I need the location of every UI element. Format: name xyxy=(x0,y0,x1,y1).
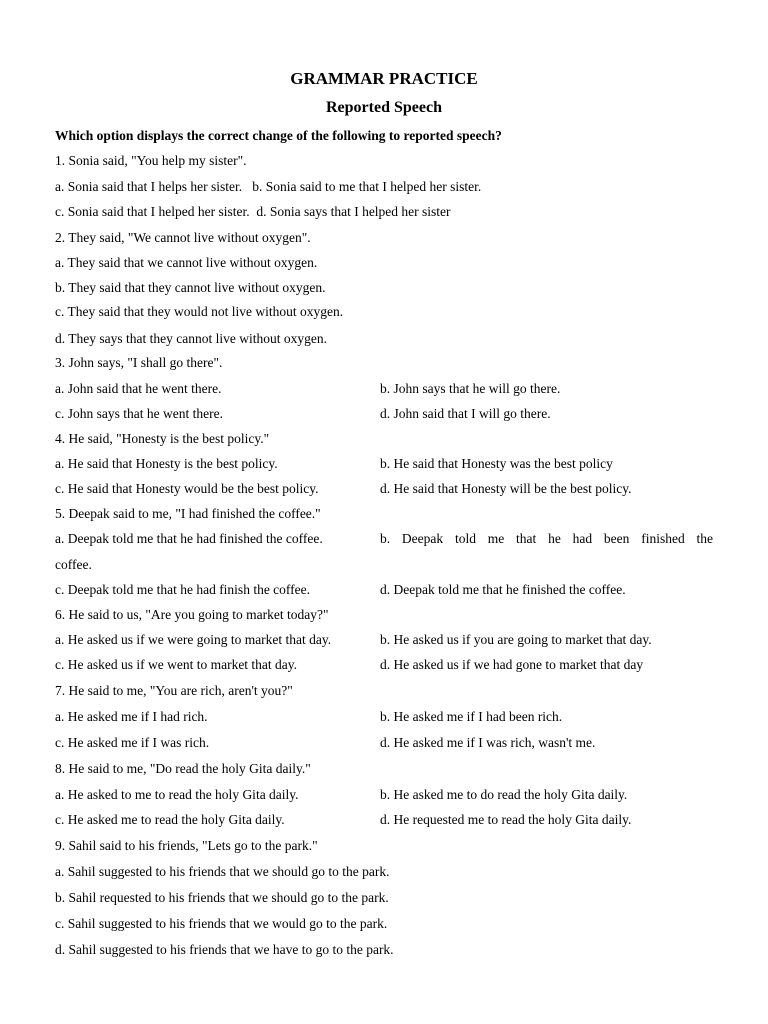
question-1-options-cd: c. Sonia said that I helped her sister. d. Sonia says that I helped her sister xyxy=(55,204,451,219)
question-1-stem: 1. Sonia said, "You help my sister". xyxy=(55,153,247,168)
question-3-stem: 3. John says, "I shall go there". xyxy=(55,355,223,370)
question-6-option-b: b. He asked us if you are going to market that day. xyxy=(380,632,652,647)
question-7-option-b: b. He asked me if I had been rich. xyxy=(380,709,563,724)
question-7-option-a: a. He asked me if I had rich. xyxy=(55,709,208,724)
question-4-option-b: b. He said that Honesty was the best policy xyxy=(380,456,613,471)
question-8-option-a: a. He asked to me to read the holy Gita daily. xyxy=(55,787,299,802)
question-5-option-c: c. Deepak told me that he had finish the coffee. xyxy=(55,582,311,597)
question-3-option-d: d. John said that I will go there. xyxy=(380,406,551,421)
question-6-stem: 6. He said to us, "Are you going to market today?" xyxy=(55,607,329,622)
question-2-option-c: c. They said that they would not live without oxygen. xyxy=(55,304,344,319)
question-4-option-a: a. He said that Honesty is the best policy. xyxy=(55,456,278,471)
question-5-option-b-wrap: coffee. xyxy=(55,557,92,572)
question-6-option-a: a. He asked us if we were going to market that day. xyxy=(55,632,332,647)
question-4-stem: 4. He said, "Honesty is the best policy." xyxy=(55,431,270,446)
question-9-option-a: a. Sahil suggested to his friends that we should go to the park. xyxy=(55,864,390,879)
question-5-stem: 5. Deepak said to me, "I had finished the coffee." xyxy=(55,506,321,521)
question-9-option-b: b. Sahil requested to his friends that we should go to the park. xyxy=(55,890,389,905)
question-7-stem: 7. He said to me, "You are rich, aren't you?" xyxy=(55,683,293,698)
question-2-option-a: a. They said that we cannot live without oxygen. xyxy=(55,255,318,270)
question-2-option-b: b. They said that they cannot live without oxygen. xyxy=(55,280,326,295)
question-4-option-d: d. He said that Honesty will be the best policy. xyxy=(380,481,632,496)
page-subtitle: Reported Speech xyxy=(326,99,442,116)
question-9-stem: 9. Sahil said to his friends, "Lets go to the park." xyxy=(55,838,318,853)
question-2-option-d: d. They says that they cannot live without oxygen. xyxy=(55,331,327,346)
instruction: Which option displays the correct change of the following to reported speech? xyxy=(55,128,502,143)
question-8-option-d: d. He requested me to read the holy Gita daily. xyxy=(380,812,632,827)
question-3-option-b: b. John says that he will go there. xyxy=(380,381,561,396)
question-3-option-a: a. John said that he went there. xyxy=(55,381,222,396)
question-3-option-c: c. John says that he went there. xyxy=(55,406,223,421)
question-8-option-c: c. He asked me to read the holy Gita daily. xyxy=(55,812,285,827)
question-5-option-b: b. Deepak told me that he had been finished the xyxy=(380,531,713,546)
question-9-option-d: d. Sahil suggested to his friends that we have to go to the park. xyxy=(55,942,394,957)
question-1-options-ab: a. Sonia said that I helps her sister. b. Sonia said to me that I helped her sister. xyxy=(55,179,482,194)
question-9-option-c: c. Sahil suggested to his friends that we would go to the park. xyxy=(55,916,388,931)
question-4-option-c: c. He said that Honesty would be the best policy. xyxy=(55,481,319,496)
question-5-option-d: d. Deepak told me that he finished the coffee. xyxy=(380,582,626,597)
question-8-option-b: b. He asked me to do read the holy Gita daily. xyxy=(380,787,628,802)
page-title: GRAMMAR PRACTICE xyxy=(290,69,478,88)
question-7-option-d: d. He asked me if I was rich, wasn't me. xyxy=(380,735,596,750)
question-6-option-d: d. He asked us if we had gone to market that day xyxy=(380,657,644,672)
question-2-stem: 2. They said, "We cannot live without oxygen". xyxy=(55,230,311,245)
question-6-option-c: c. He asked us if we went to market that day. xyxy=(55,657,298,672)
question-8-stem: 8. He said to me, "Do read the holy Gita daily." xyxy=(55,761,311,776)
question-5-option-a: a. Deepak told me that he had finished the coffee. xyxy=(55,531,323,546)
question-7-option-c: c. He asked me if I was rich. xyxy=(55,735,210,750)
